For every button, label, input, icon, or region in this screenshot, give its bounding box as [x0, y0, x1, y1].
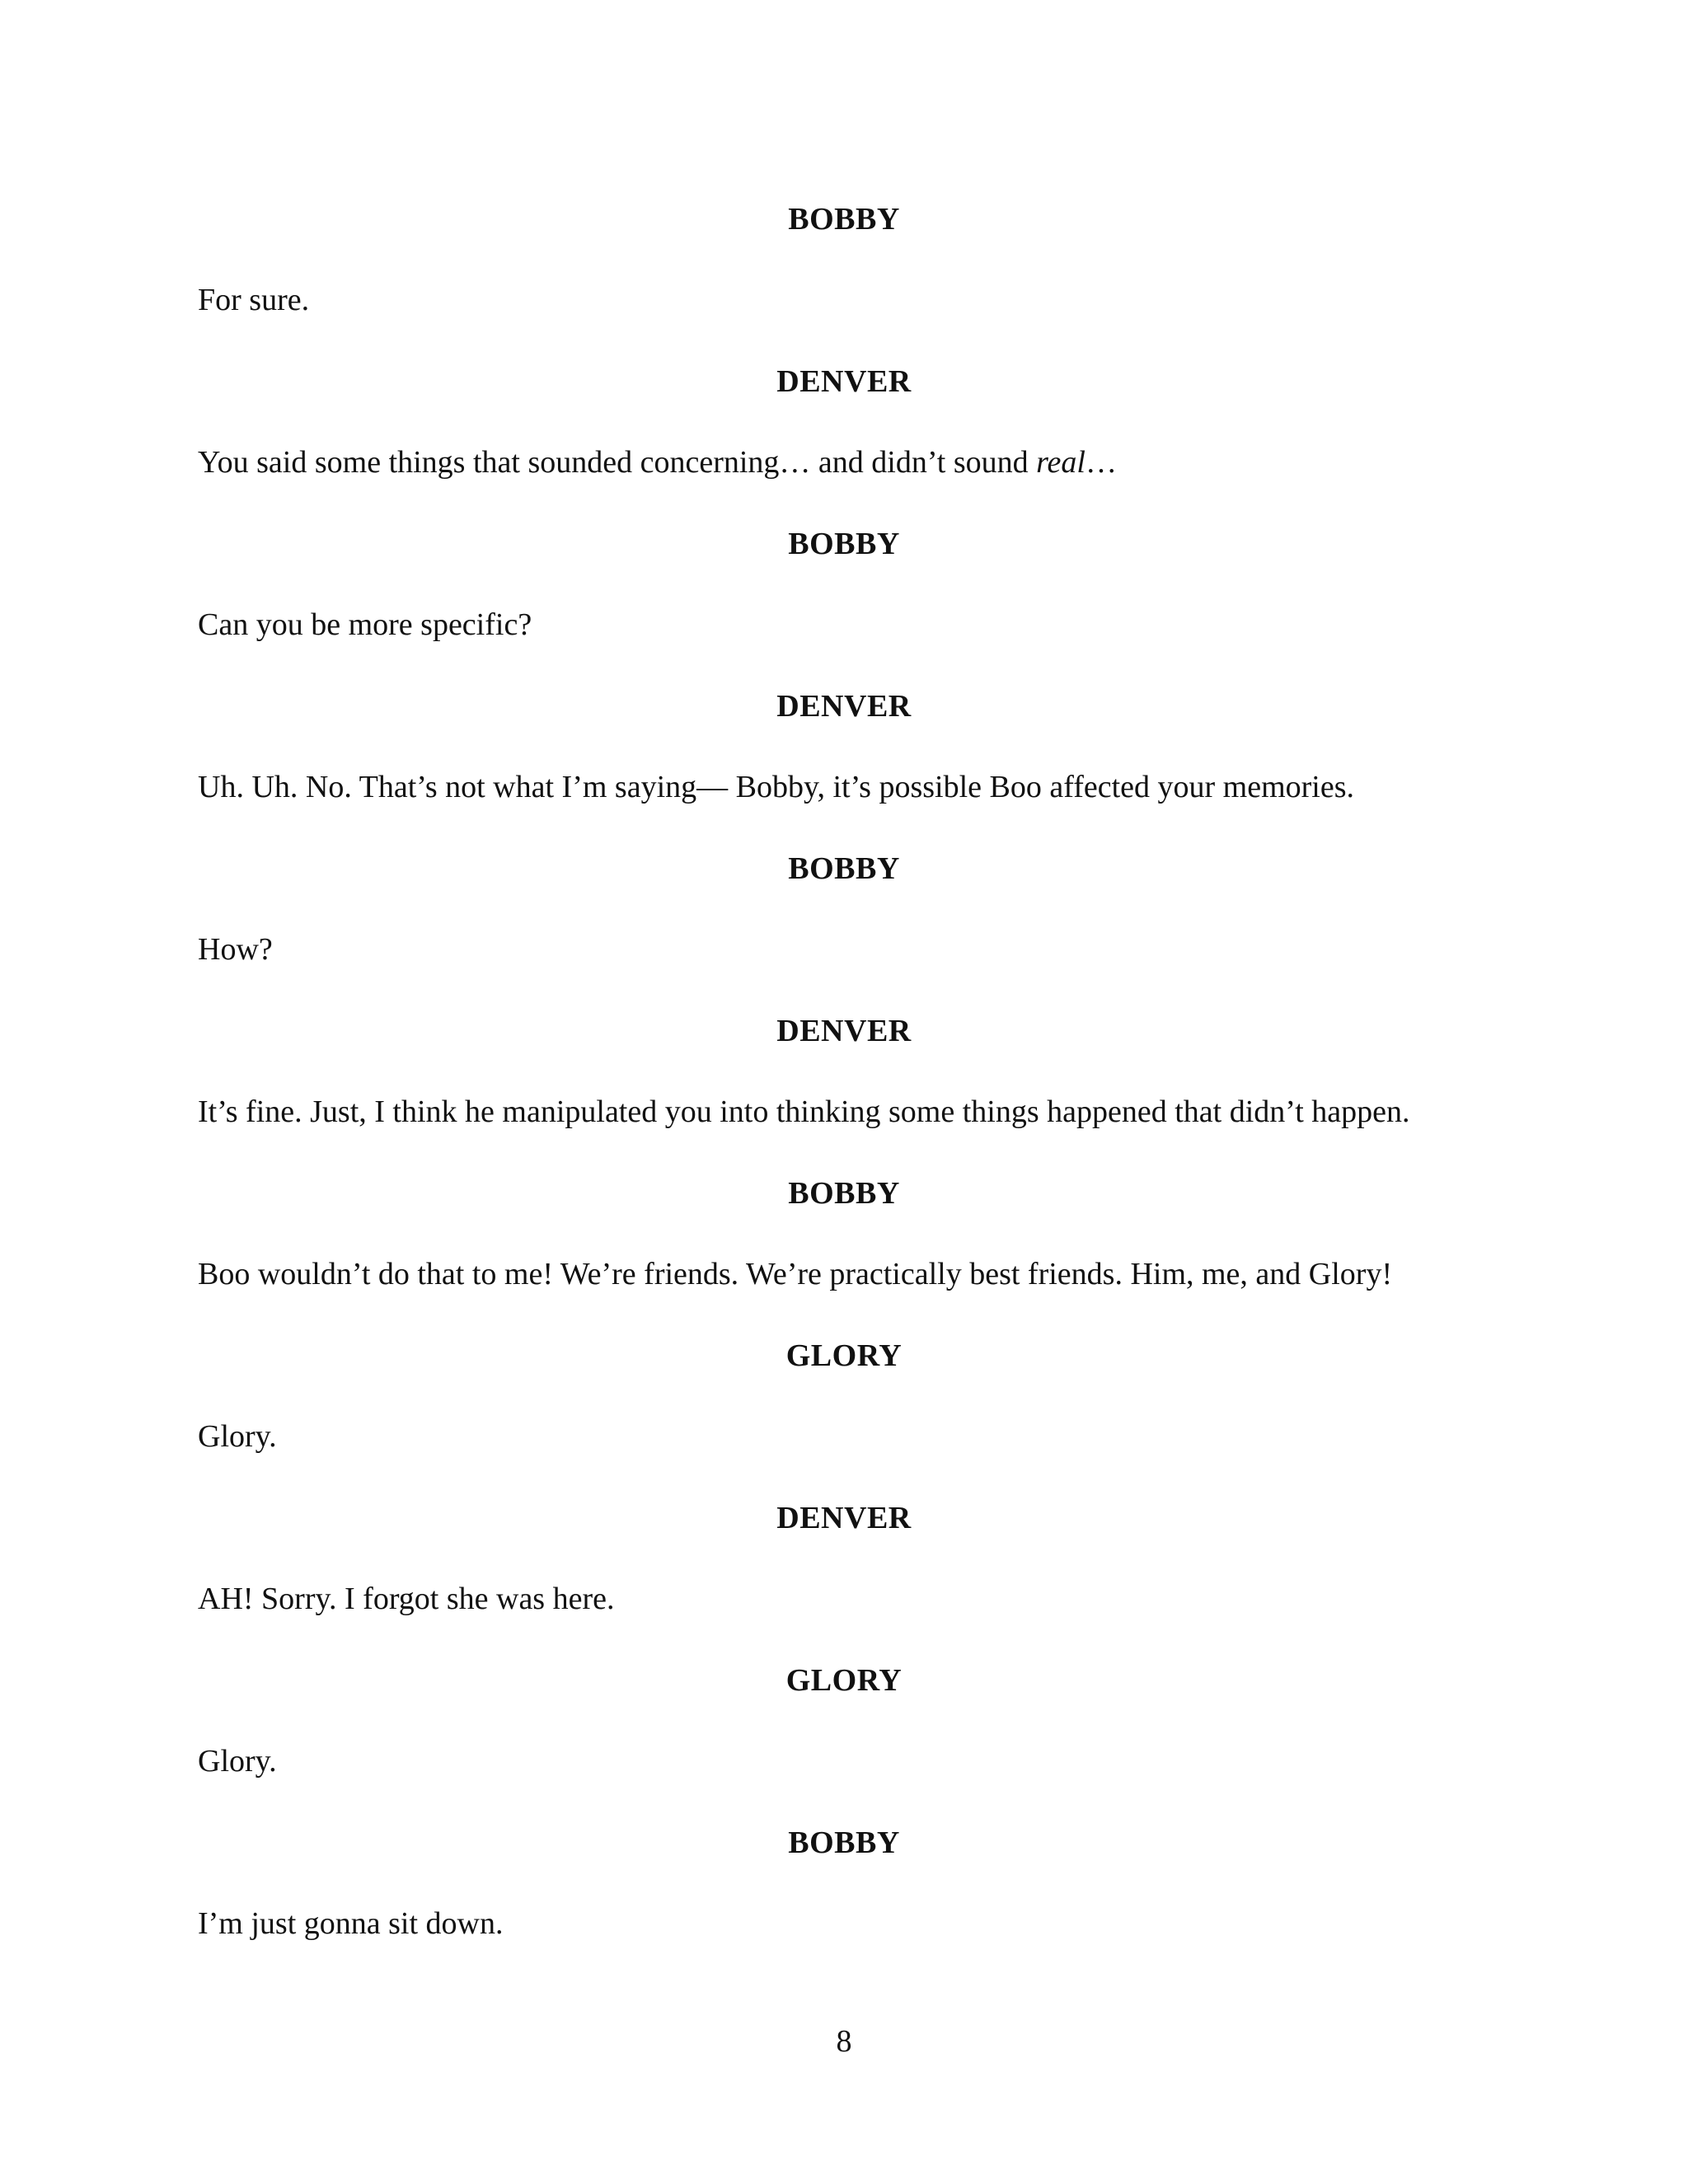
dialogue-line: [198, 435, 1490, 490]
dialogue-text: …: [1085, 445, 1117, 480]
dialogue-line: [198, 1572, 1490, 1626]
dialogue-line: [198, 760, 1490, 814]
dialogue-line: [198, 1896, 1490, 1951]
dialogue-block: [198, 1491, 1490, 1653]
dialogue-text: Can you be more specific?: [198, 607, 532, 642]
character-name: GLORY: [785, 1338, 903, 1373]
dialogue-line: [198, 1409, 1490, 1464]
dialogue-block: [198, 1329, 1490, 1491]
character-name: BOBBY: [788, 851, 900, 886]
page-number: 8: [836, 2024, 852, 2059]
dialogue-block: [198, 1166, 1490, 1329]
dialogue-text: It’s fine. Just, I think he manipulated you into thinking some things happened that didn’t happen.: [198, 1094, 1410, 1129]
dialogue-block: [198, 354, 1490, 517]
dialogue-text: I’m just gonna sit down.: [198, 1906, 504, 1941]
dialogue-block: [198, 1653, 1490, 1816]
character-name: DENVER: [776, 689, 912, 724]
dialogue-text: Uh. Uh. No. That’s not what I’m saying— Bobby, it’s possible Boo affected your memories.: [198, 770, 1355, 804]
dialogue-block: [198, 679, 1490, 841]
dialogue-block: [198, 517, 1490, 679]
character-name: DENVER: [776, 1501, 912, 1535]
script-body: [198, 192, 1490, 1978]
character-name: GLORY: [785, 1663, 903, 1698]
dialogue-block: [198, 1816, 1490, 1978]
character-name: DENVER: [776, 364, 912, 399]
dialogue-text: AH! Sorry. I forgot she was here.: [198, 1582, 615, 1616]
dialogue-text: How?: [198, 932, 273, 967]
character-name: BOBBY: [788, 1825, 900, 1860]
dialogue-line: [198, 922, 1490, 977]
dialogue-text: Glory.: [198, 1419, 277, 1454]
dialogue-block: [198, 841, 1490, 1004]
dialogue-line: [198, 598, 1490, 652]
character-name: DENVER: [776, 1014, 912, 1048]
character-name: BOBBY: [788, 1176, 900, 1211]
dialogue-text: Glory.: [198, 1744, 277, 1779]
character-name: BOBBY: [788, 527, 900, 561]
dialogue-text: Boo wouldn’t do that to me! We’re friends. We’re practically best friends. Him, me, and Glory!: [198, 1257, 1393, 1291]
dialogue-block: [198, 192, 1490, 354]
dialogue-block: [198, 1004, 1490, 1166]
dialogue-line: [198, 273, 1490, 327]
dialogue-line: [198, 1734, 1490, 1788]
dialogue-line: [198, 1085, 1490, 1139]
dialogue-emphasis: real: [1036, 445, 1085, 480]
character-name: BOBBY: [788, 202, 900, 237]
dialogue-text: For sure.: [198, 283, 310, 317]
dialogue-line: [198, 1247, 1490, 1301]
dialogue-text: You said some things that sounded concerning… and didn’t sound: [198, 445, 1037, 480]
